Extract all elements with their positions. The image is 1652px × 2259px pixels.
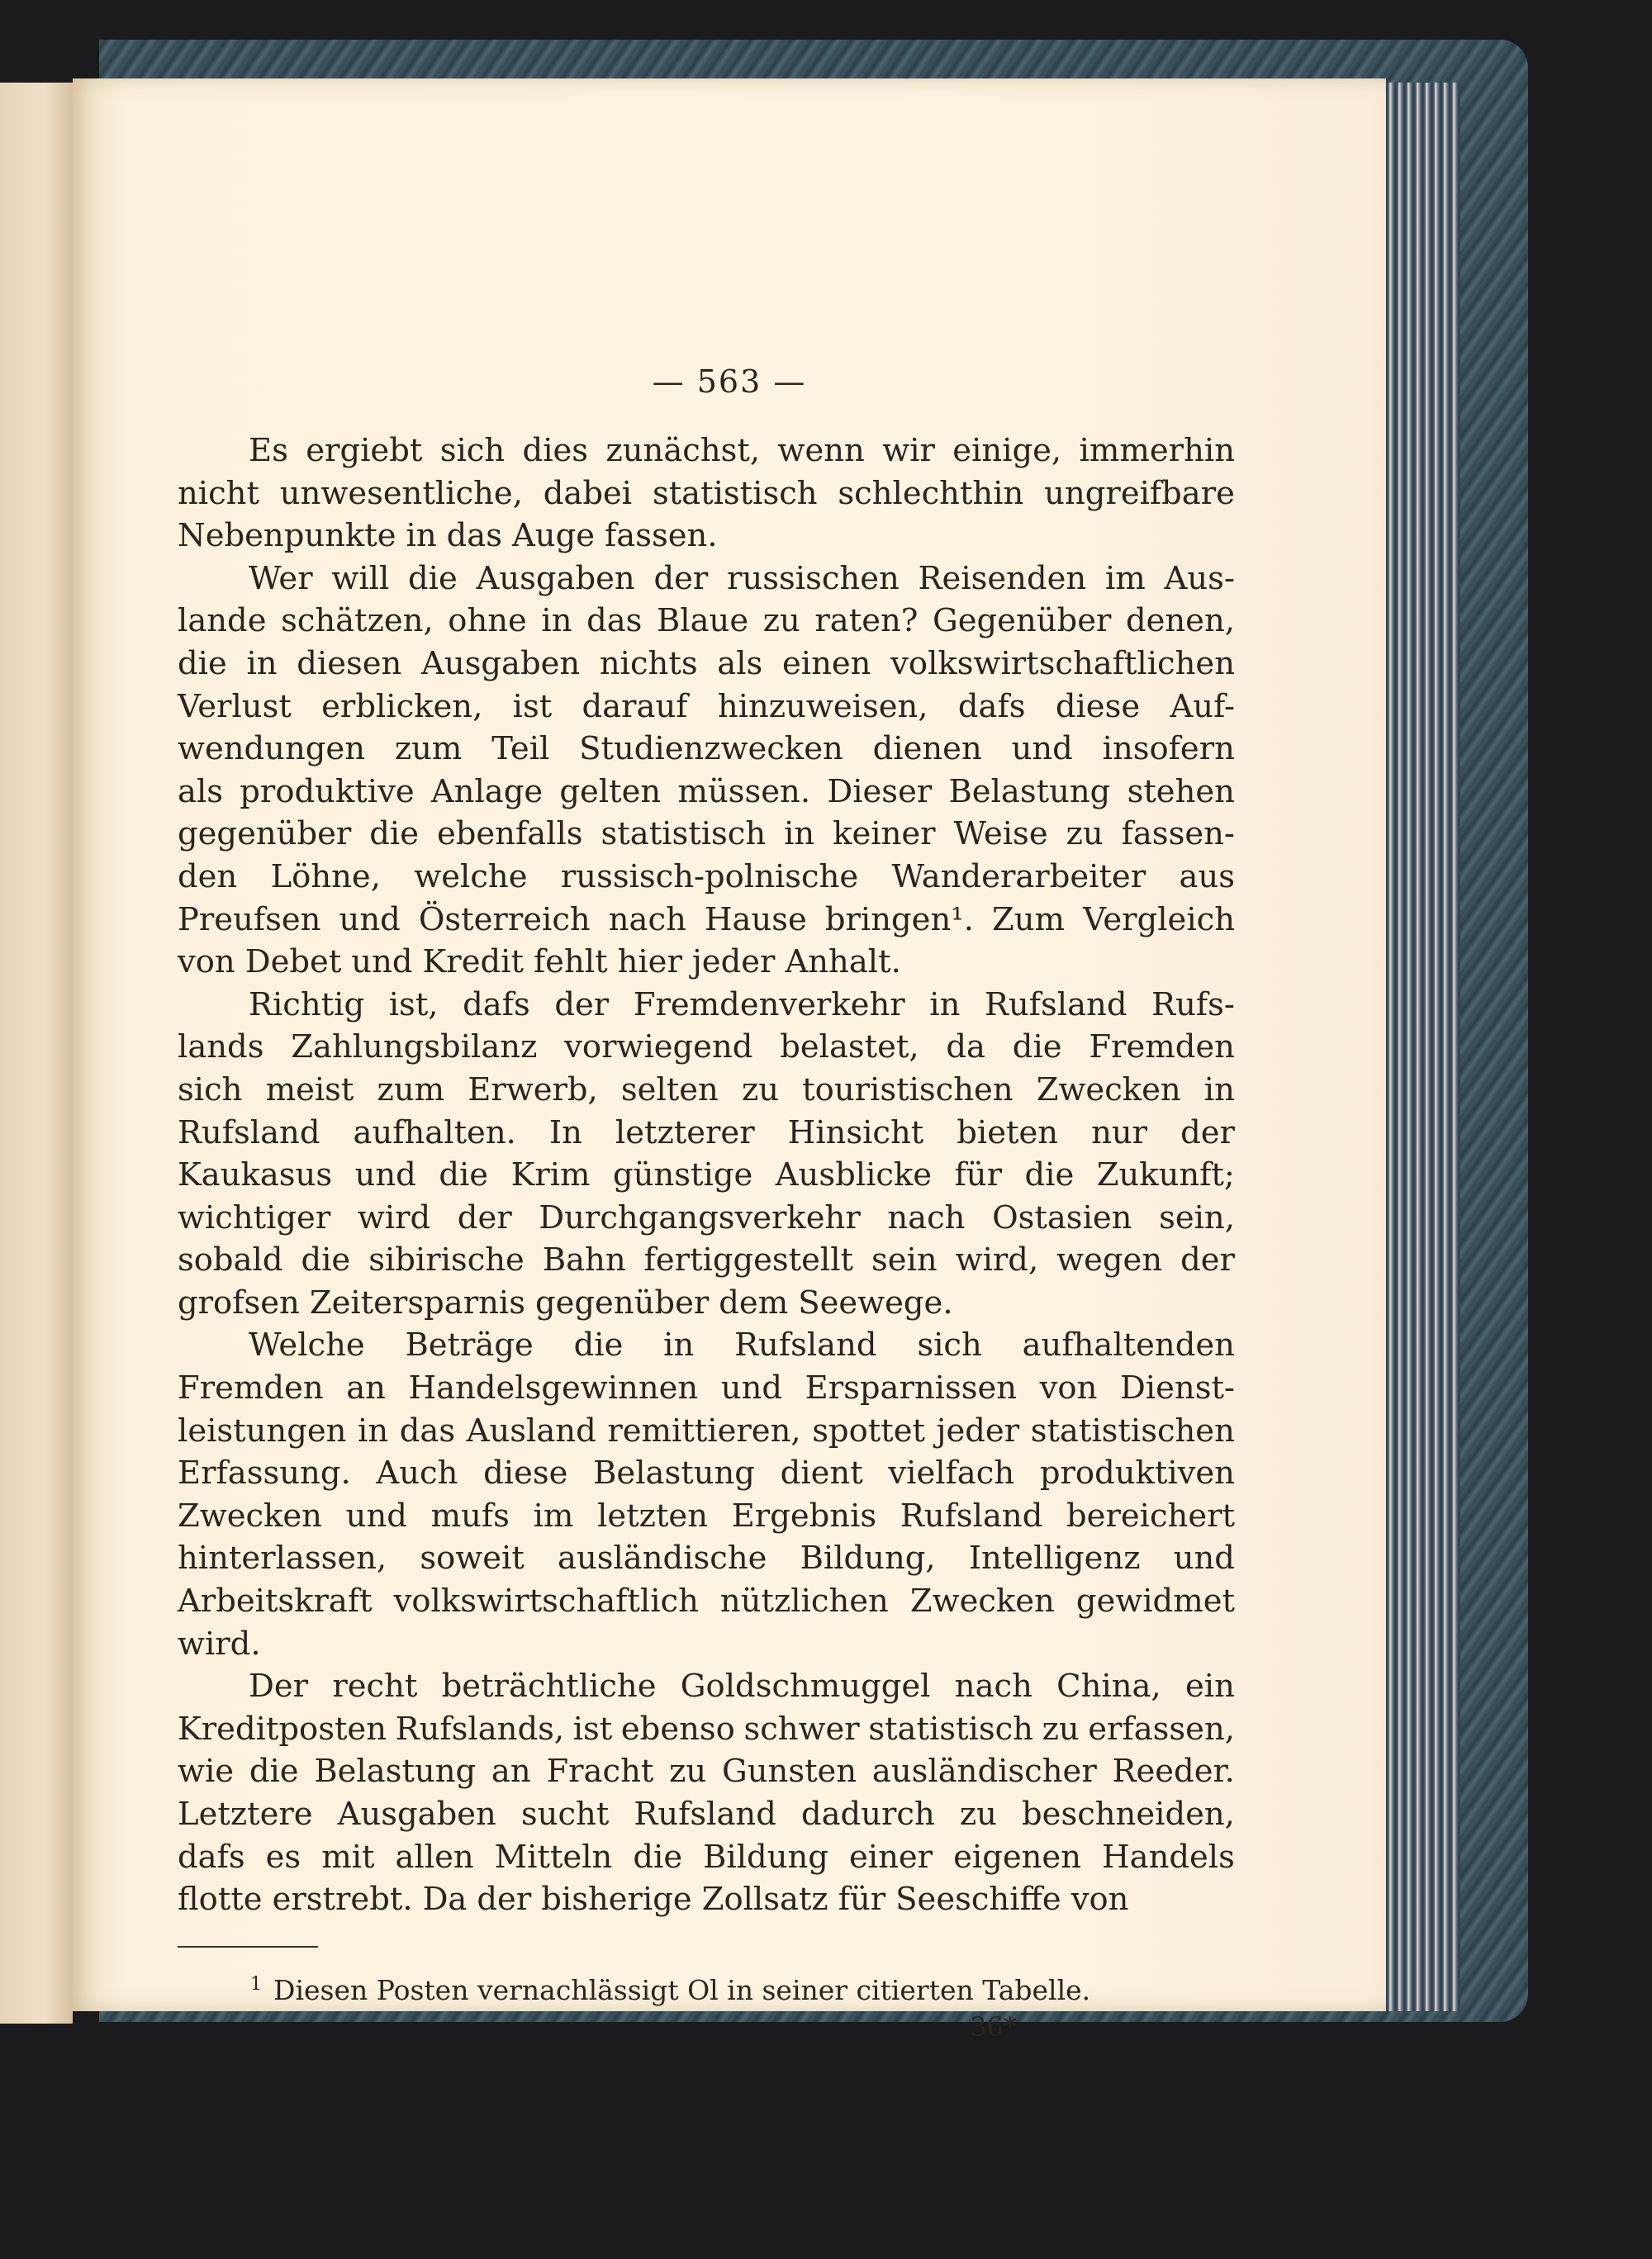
text-line: Preufsen und Österreich nach Hause bringen¹. Zum Vergleich <box>178 900 1235 938</box>
text-line: Der recht beträchtliche Goldschmuggel nach China, ein <box>249 1668 1235 1706</box>
text-line: Kreditposten Rufslands, ist ebenso schwer statistisch zu erfassen, <box>178 1710 1235 1748</box>
text-line: Zwecken und mufs im letzten Ergebnis Rufsland bereichert <box>178 1497 1235 1535</box>
text-line: Welche Beträge die in Rufsland sich aufhaltenden <box>249 1326 1235 1364</box>
text-line: wendungen zum Teil Studienzwecken dienen und insofern <box>178 730 1235 768</box>
paragraph <box>178 1324 1235 1665</box>
body-text <box>178 429 1235 1921</box>
paragraph <box>178 558 1235 984</box>
text-line: Arbeitskraft volkswirtschaftlich nützlichen Zwecken gewidmet <box>178 1583 1235 1621</box>
paragraph <box>178 984 1235 1325</box>
text-line: Es ergiebt sich dies zunächst, wenn wir einige, immerhin <box>249 432 1235 469</box>
text-line: den Löhne, welche russisch-polnische Wanderarbeiter aus <box>178 857 1235 895</box>
text-line: wichtiger wird der Durchgangsverkehr nach Ostasien sein, <box>178 1198 1235 1236</box>
footnote-text: Diesen Posten vernachlässigt Ol in seiner citierten Tabelle. <box>273 1974 1091 2006</box>
text-line: sich meist zum Erwerb, selten zu touristischen Zwecken in <box>178 1070 1235 1108</box>
text-line: lande schätzen, ohne in das Blaue zu raten? Gegenüber denen, <box>178 602 1235 640</box>
paragraph <box>178 429 1235 558</box>
text-line: Rufsland aufhalten. In letzterer Hinsicht bieten nur der <box>178 1113 1235 1151</box>
text-line: wird. <box>178 1625 261 1663</box>
page-stack-edges <box>1386 83 1460 2011</box>
footnote <box>250 1974 1090 2006</box>
text-line: hinterlassen, soweit ausländische Bildung, Intelligenz und <box>178 1540 1235 1578</box>
signature-mark: 36* <box>970 2011 1017 2043</box>
text-line: Erfassung. Auch diese Belastung dient vielfach produktiven <box>178 1455 1235 1493</box>
text-line: Nebenpunkte in das Auge fassen. <box>178 517 718 555</box>
text-line: flotte erstrebt. Da der bisherige Zollsatz für Seeschiffe von <box>178 1881 1129 1919</box>
book-page <box>73 78 1386 2043</box>
text-line: Fremden an Handelsgewinnen und Ersparnissen von Dienst- <box>178 1369 1235 1407</box>
text-line: nicht unwesentliche, dabei statistisch schlechthin ungreifbare <box>178 474 1235 512</box>
text-line: wie die Belastung an Fracht zu Gunsten ausländischer Reeder. <box>178 1753 1235 1791</box>
text-line: dafs es mit allen Mitteln die Bildung einer eigenen Handels <box>178 1838 1235 1876</box>
footnote-rule <box>178 1946 318 1948</box>
text-line: von Debet und Kredit fehlt hier jeder Anhalt. <box>178 943 901 981</box>
text-line: lands Zahlungsbilanz vorwiegend belastet, da die Fremden <box>178 1028 1235 1066</box>
text-line: Verlust erblicken, ist darauf hinzuweisen, dafs diese Auf- <box>178 687 1235 725</box>
previous-page-edge <box>0 83 73 2024</box>
text-line: Richtig ist, dafs der Fremdenverkehr in Rufsland Rufs- <box>249 985 1235 1023</box>
footnote-marker: 1 <box>250 1974 262 1995</box>
text-line: Letztere Ausgaben sucht Rufsland dadurch zu beschneiden, <box>178 1796 1235 1833</box>
text-line: Kaukasus und die Krim günstige Ausblicke für die Zukunft; <box>178 1156 1235 1194</box>
paragraph <box>178 1665 1235 1921</box>
text-line: Wer will die Ausgaben der russischen Reisenden im Aus- <box>249 559 1235 597</box>
text-line: gegenüber die ebenfalls statistisch in keiner Weise zu fassen- <box>178 815 1235 853</box>
page-number: — 563 — <box>652 363 807 400</box>
text-line: sobald die sibirische Bahn fertiggestellt sein wird, wegen der <box>178 1241 1235 1279</box>
text-line: die in diesen Ausgaben nichts als einen volkswirtschaftlichen <box>178 644 1235 682</box>
text-line: leistungen in das Ausland remittieren, spottet jeder statistischen <box>178 1412 1235 1450</box>
text-line: grofsen Zeitersparnis gegenüber dem Seewege. <box>178 1284 953 1322</box>
text-line: als produktive Anlage gelten müssen. Dieser Belastung stehen <box>178 772 1235 810</box>
